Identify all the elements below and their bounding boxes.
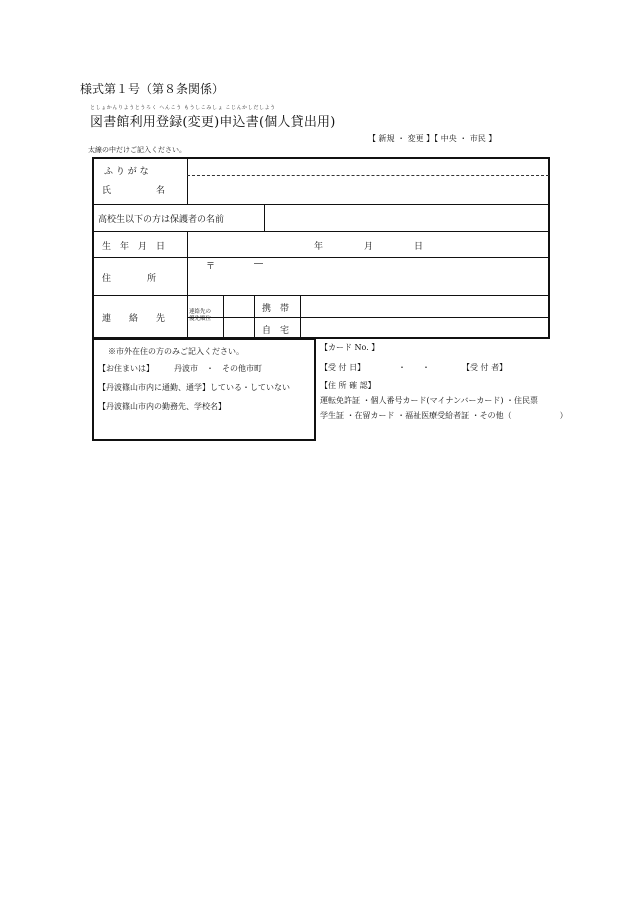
workplace-field[interactable] <box>98 415 310 437</box>
id-options-line1: 運転免許証 ・個人番号カード(マイナンバーカード) ・住民票 <box>320 396 539 405</box>
category-selector[interactable]: 【 新規 ・ 変更 】【 中央 ・ 市民 】 <box>368 134 497 143</box>
non-resident-section <box>92 338 316 441</box>
name-label: 氏 名 <box>102 186 166 196</box>
received-date-dots: ・ ・ <box>398 363 430 372</box>
document-title: 図書館利用登録(変更)申込書(個人貸出用) <box>90 115 336 130</box>
postal-mark: 〒 <box>206 262 216 272</box>
mobile-label: 携 帯 <box>262 304 290 314</box>
furigana-label: ふ り が な <box>104 167 149 177</box>
id-check-label: 【住 所 確 認】 <box>320 381 376 390</box>
furigana-field[interactable] <box>189 165 547 174</box>
home-phone-field[interactable] <box>302 320 547 337</box>
contact-priority-label <box>189 309 211 323</box>
guardian-name-field[interactable] <box>266 207 547 229</box>
id-options-line2: 学生証 ・在留カード ・福祉医療受給者証 ・その他（ ） <box>320 411 568 420</box>
name-field[interactable] <box>189 179 547 201</box>
form-number: 様式第１号（第８条関係） <box>80 82 225 96</box>
mobile-phone-field[interactable] <box>302 298 547 315</box>
residence-options[interactable]: 丹波市 ・ その他市町 <box>174 364 262 373</box>
home-priority-field[interactable] <box>225 320 252 337</box>
non-resident-note: ※市外在住の方のみご記入ください。 <box>108 347 244 356</box>
birthdate-day-label: 日 <box>414 242 424 252</box>
address-label: 住 所 <box>102 274 157 284</box>
birthdate-label: 生 年 月 日 <box>102 242 166 252</box>
mobile-priority-field[interactable] <box>225 298 252 315</box>
contact-priority-line2: 優先順位 <box>189 316 212 322</box>
received-date-label: 【受 付 日】 <box>320 363 366 372</box>
title-ruby: としょかんりようとうろく へんこう もうしこみしょ こじんかしだしよう <box>90 105 276 111</box>
commute-label[interactable]: 【丹波篠山市内に通勤、通学】している・していない <box>98 383 290 392</box>
residence-label: 【お住まいは】 <box>98 364 154 373</box>
receiver-label: 【受 付 者】 <box>462 363 508 372</box>
contact-label: 連 絡 先 <box>102 314 166 324</box>
birthdate-year-label: 年 <box>314 242 324 252</box>
guardian-label: 高校生以下の方は保護者の名前 <box>98 215 225 225</box>
applicant-form <box>92 157 550 339</box>
title-block <box>90 104 336 130</box>
instruction-text: 太線の中だけご記入ください。 <box>88 146 186 154</box>
birthdate-month-label: 月 <box>364 242 374 252</box>
home-label: 自 宅 <box>262 326 290 336</box>
postal-dash: ― <box>254 259 263 269</box>
contact-priority-line1: 連絡先の <box>189 309 212 315</box>
card-number-label: 【カード No. 】 <box>320 343 380 352</box>
workplace-label: 【丹波篠山市内の勤務先、学校名】 <box>98 402 226 411</box>
address-field[interactable] <box>189 271 547 293</box>
